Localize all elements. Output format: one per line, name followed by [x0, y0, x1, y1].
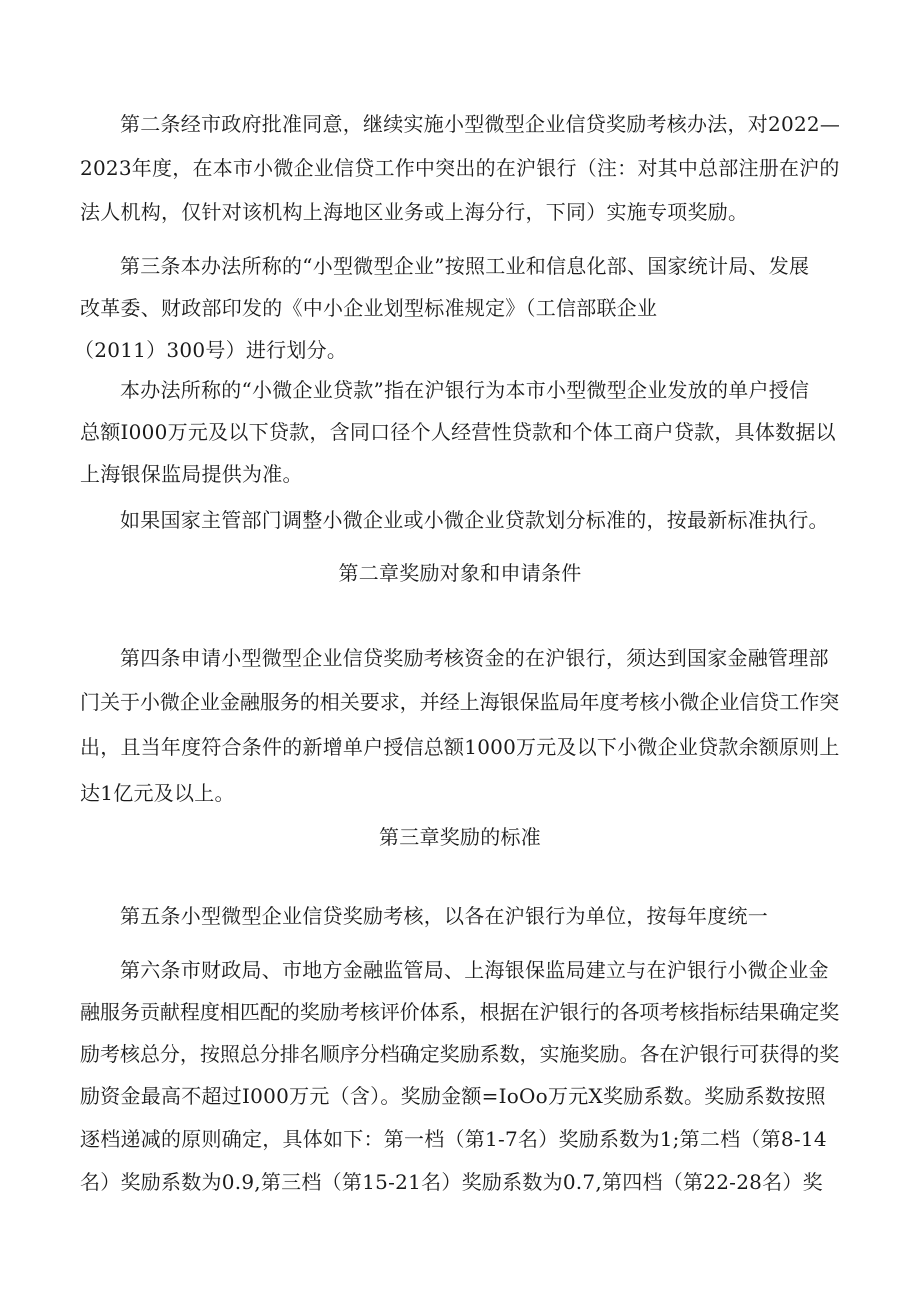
- loan-definition-line-1: 本办法所称的“小微企业贷款”指在沪银行为本市小型微型企业发放的单户授信: [120, 378, 810, 402]
- article-6-line-3: 励考核总分，按照总分排名顺序分档确定奖励系数，实施奖励。各在沪银行可获得的奖: [80, 1042, 840, 1066]
- chapter-3-heading: 第三章奖励的标准: [379, 825, 541, 849]
- article-2-line-3: 法人机构，仅针对该机构上海地区业务或上海分行，下同）实施专项奖励。: [80, 200, 749, 224]
- article-3-line-3: （2011）300号）进行划分。: [74, 338, 348, 362]
- loan-definition-line-3: 上海银保监局提供为准。: [80, 462, 303, 486]
- article-6-line-1: 第六条市财政局、市地方金融监管局、上海银保监局建立与在沪银行小微企业金: [120, 958, 829, 982]
- article-4-line-3: 出，且当年度符合条件的新增单户授信总额1000万元及以下小微企业贷款余额原则上: [80, 735, 840, 759]
- article-4-line-1: 第四条申请小型微型企业信贷奖励考核资金的在沪银行，须达到国家金融管理部: [120, 646, 829, 670]
- loan-definition-line-2: 总额I000万元及以下贷款，含同口径个人经营性贷款和个体工商户贷款，具体数据以: [80, 420, 836, 444]
- article-3-line-1: 第三条本办法所称的“小型微型企业”按照工业和信息化部、国家统计局、发展: [120, 254, 810, 278]
- article-6-line-6: 名）奖励系数为0.9,第三档（第15-21名）奖励系数为0.7,第四档（第22-28名）奖: [80, 1170, 823, 1194]
- article-6-line-5: 逐档递减的原则确定，具体如下：第一档（第1-7名）奖励系数为1;第二档（第8-14: [80, 1127, 827, 1151]
- article-6-line-2: 融服务贡献程度相匹配的奖励考核评价体系，根据在沪银行的各项考核指标结果确定奖: [80, 1000, 840, 1024]
- article-4-line-4: 达1亿元及以上。: [80, 781, 235, 805]
- article-6-line-4: 励资金最高不超过I000万元（含）。奖励金额=IoOo万元X奖励系数。奖励系数按照: [80, 1084, 826, 1108]
- standard-adjustment-paragraph: 如果国家主管部门调整小微企业或小微企业贷款划分标准的，按最新标准执行。: [120, 508, 829, 532]
- article-2-line-2: 2023年度，在本市小微企业信贷工作中突出的在沪银行（注：对其中总部注册在沪的: [80, 156, 840, 180]
- article-3-line-2: 改革委、财政部印发的《中小企业划型标准规定》（工信部联企业: [80, 296, 658, 320]
- article-5-paragraph: 第五条小型微型企业信贷奖励考核，以各在沪银行为单位，按每年度统一: [120, 904, 768, 928]
- article-2-line-1: 第二条经市政府批准同意，继续实施小型微型企业信贷奖励考核办法，对2022—: [120, 112, 841, 136]
- chapter-2-heading: 第二章奖励对象和申请条件: [338, 561, 582, 585]
- article-4-line-2: 门关于小微企业金融服务的相关要求，并经上海银保监局年度考核小微企业信贷工作突: [80, 690, 840, 714]
